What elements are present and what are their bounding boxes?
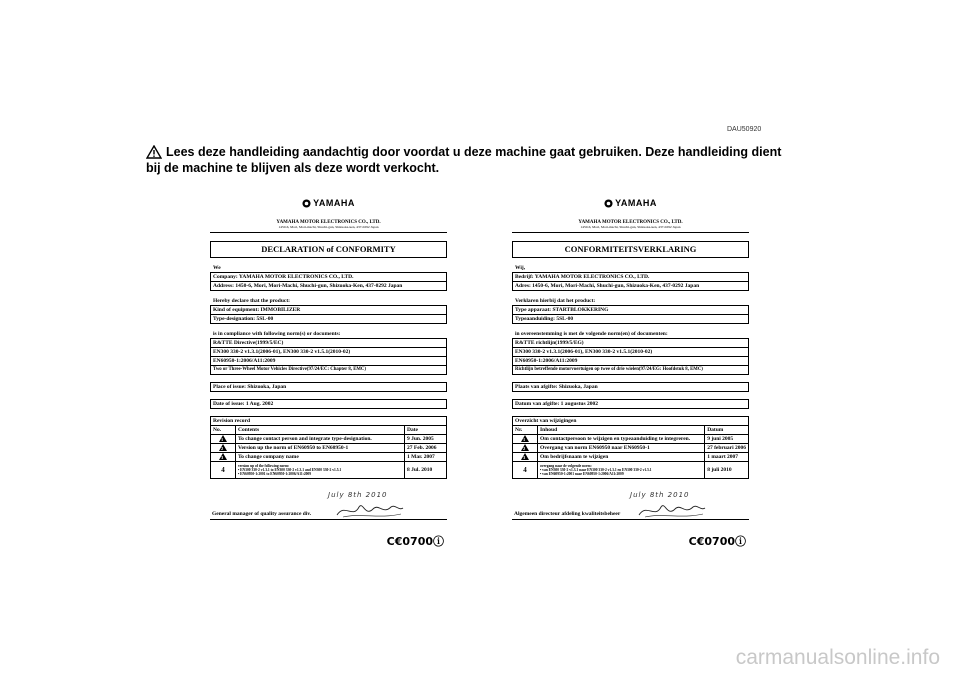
date-box [512, 399, 749, 409]
kind-of-equipment: Type apparaat: STARTBLOKKERING [515, 307, 609, 313]
revision-title: Revision record [211, 417, 447, 426]
place-of-issue: Plaats van afgifte: Shizuoka, Japan [515, 384, 598, 390]
revision-marker-icon: 3 [521, 453, 529, 460]
yamaha-logo [210, 198, 447, 210]
handwritten-date: July 8th 2010 [630, 491, 690, 499]
document-title: CONFORMITEITSVERKLARING [512, 241, 749, 258]
revision-contents: Om contactpersoon te wijzigen en typeaanduiding te integreren. [538, 435, 705, 444]
col-contents: Inhoud [538, 426, 705, 435]
signature-area [512, 489, 749, 548]
warning-text: Lees deze handleiding aandachtig door voordat u deze machine gaat gebruiken. Deze handleiding dient bij de machine te blijven als deze wordt verkocht. [146, 145, 782, 175]
company-name: YAMAHA MOTOR ELECTRONICS CO., LTD. [276, 220, 381, 225]
tuning-fork-icon [604, 199, 613, 208]
tuning-fork-icon [302, 199, 311, 208]
company-name: YAMAHA MOTOR ELECTRONICS CO., LTD. [578, 220, 683, 225]
revision-contents: To change contact person and integrate type-designation. [236, 435, 405, 444]
revision-marker-icon: 2 [521, 444, 529, 451]
col-date: Date [405, 426, 447, 435]
col-date: Datum [705, 426, 749, 435]
revision-contents: Overgang van norm EN60950 naar EN60950-1 [538, 444, 705, 453]
revision-contents: Om bedrijfsnaam te wijzigen [538, 453, 705, 462]
norms-box [512, 338, 749, 375]
page-code: DAU50920 [727, 126, 762, 133]
revision-date: 1 maart 2007 [705, 453, 749, 462]
norms-box [210, 338, 447, 375]
revision-line: • EN300 330-2 v1.3.1 to EN300 330-2 v1.3.1 and EN300 330-2 v1.5.1 [238, 467, 342, 472]
revision-date: 27 Feb. 2006 [405, 444, 447, 453]
product-box [210, 305, 447, 324]
declaration-english [210, 198, 447, 548]
signature-icon [335, 499, 405, 521]
norm-item: Two or Three-Wheel Motor Vehicles Directive(97/24/EC: Chapter 8, EMC) [211, 365, 446, 374]
signature-label: Algemeen directeur afdeling kwaliteitsbeheer [514, 511, 621, 517]
table-row [211, 444, 447, 453]
address-line: Address: 1450-6, Mori, Mori-Machi, Shuchi-gun, Shizuoka-Ken, 437-0292 Japan [211, 281, 446, 290]
revision-date: 1 Mar. 2007 [405, 453, 447, 462]
norm-item: EN300 330-2 v1.3.1(2006-01), EN300 330-2 v1.5.1(2010-02) [211, 347, 446, 356]
revision-number: 4 [221, 465, 225, 474]
table-row [513, 462, 749, 479]
handwritten-date: July 8th 2010 [328, 491, 388, 499]
we-label: We [213, 265, 221, 271]
divider [512, 232, 749, 233]
norm-item: R&TTE Directive(1999/5/EC) [213, 340, 284, 346]
revision-line: overgang naar de volgende norm: [540, 463, 592, 468]
type-designation: Typeaanduiding: 5SL-00 [513, 314, 748, 323]
declaration-dutch [512, 198, 749, 548]
place-box [512, 382, 749, 392]
divider [210, 232, 447, 233]
revision-marker-icon: 2 [219, 444, 227, 451]
compliance-label: in overeenstemming is met de volgende norm(en) of documenten: [515, 331, 668, 337]
norm-item: EN300 330-2 v1.3.1(2006-01), EN300 330-2 v1.5.1(2010-02) [513, 347, 748, 356]
signature-icon [637, 499, 707, 521]
revision-table [512, 416, 749, 479]
revision-number: 4 [523, 465, 527, 474]
signature-line [512, 519, 749, 520]
ce-mark: C€0700ⓘ [688, 535, 746, 548]
revision-date: 9 juni 2005 [705, 435, 749, 444]
signature-label: General manager of quality assurance div. [212, 511, 312, 517]
revision-marker-icon: 3 [219, 453, 227, 460]
signature-area [210, 489, 447, 548]
compliance-label: is in compliance with following norm(s) or documents: [213, 331, 341, 337]
date-box [210, 399, 447, 409]
place-box [210, 382, 447, 392]
revision-date: 8 juli 2010 [705, 462, 749, 479]
yamaha-logo [512, 198, 749, 210]
type-designation: Type-designation: 5SL-00 [211, 314, 446, 323]
col-contents: Contents [236, 426, 405, 435]
col-no: No. [211, 426, 236, 435]
norm-item: EN60950-1:2006/A11:2009 [513, 356, 748, 365]
document-title: DECLARATION of CONFORMITY [210, 241, 447, 258]
ce-mark: C€0700ⓘ [386, 535, 444, 548]
company-box [512, 272, 749, 291]
table-row [211, 462, 447, 479]
logo-text: YAMAHA [615, 198, 657, 208]
kind-of-equipment: Kind of equipment: IMMOBILIZER [213, 307, 301, 313]
revision-title: Overzicht van wijzigingen [513, 417, 749, 426]
table-row [513, 435, 749, 444]
company-address: 1450-6, Mori, Mori-machi, Shuchi-gun, Shizuoka-ken, 437-0292 Japan [580, 225, 681, 229]
address-line: Adres: 1450-6, Mori, Mori-Machi, Shuchi-gun, Shizuoka-Ken, 437-0292 Japan [513, 281, 748, 290]
revision-contents: Version up the norm of EN60950 to EN60950-1 [236, 444, 405, 453]
norm-item: EN60950-1:2006/A11:2009 [211, 356, 446, 365]
revision-date: 27 februari 2006 [705, 444, 749, 453]
revision-date: 8 Jul. 2010 [405, 462, 447, 479]
norm-item: R&TTE richtlijn(1999/5/EG) [515, 340, 584, 346]
logo-text: YAMAHA [313, 198, 355, 208]
we-label: Wij, [515, 265, 526, 271]
revision-contents: To change company name [236, 453, 405, 462]
signature-line [210, 519, 447, 520]
warning-notice [146, 144, 786, 176]
date-of-issue: Datum van afgifte: 1 augustus 2002 [515, 401, 598, 407]
declare-label: Hereby declare that the product: [213, 298, 290, 304]
date-of-issue: Date of issue: 1 Aug. 2002 [213, 401, 274, 407]
declare-label: Verklaren hierbij dat het product: [515, 298, 596, 304]
footer-watermark: carmanualsonline.info [735, 646, 940, 669]
revision-marker-icon: 1 [521, 435, 529, 442]
company-address: 1450-6, Mori, Mori-machi, Shuchi-gun, Shizuoka-ken, 437-0292 Japan [278, 225, 379, 229]
revision-line: • EN60950-1:2001 to EN60950-1:2006/A11:2009 [238, 472, 312, 477]
revision-line: version up of the following norm: [238, 463, 290, 468]
revision-marker-icon: 1 [219, 435, 227, 442]
col-no: Nr. [513, 426, 538, 435]
place-of-issue: Place of issue: Shizuoka, Japan [213, 384, 287, 390]
company-line: Bedrijf: YAMAHA MOTOR ELECTRONICS CO., LTD. [515, 274, 650, 280]
norm-item: Richtlijn betreffende motorvoertuigen op twee of drie wielen(97/24/EG: Hoofdstuk 8, EMC) [513, 365, 748, 374]
company-box [210, 272, 447, 291]
company-line: Company: YAMAHA MOTOR ELECTRONICS CO., LTD. [213, 274, 354, 280]
table-row [513, 444, 749, 453]
revision-date: 9 Jun. 2005 [405, 435, 447, 444]
revision-table [210, 416, 447, 479]
table-row [211, 453, 447, 462]
revision-line: • van EN300 330-2 v1.3.1 naar EN300 330-2 v1.3.1 en EN300 330-2 v1.5.1 [540, 467, 652, 472]
revision-line: • van EN60950-1:2001 naar EN60950-1:2006/A11:2009 [540, 472, 624, 477]
warning-triangle-icon [146, 145, 162, 159]
table-row [513, 453, 749, 462]
table-row [211, 435, 447, 444]
product-box [512, 305, 749, 324]
